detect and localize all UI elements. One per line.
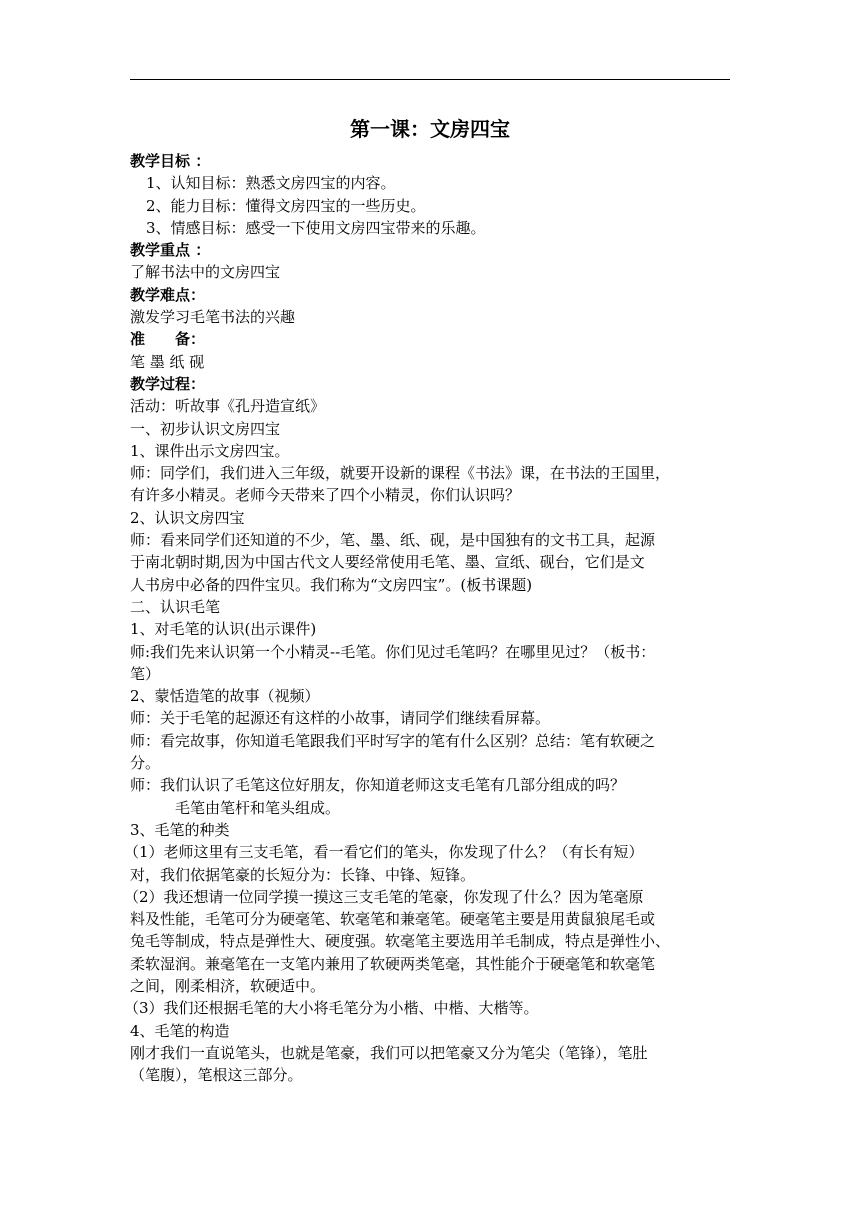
page-title: 第一课：文房四宝 [350,117,510,141]
section-heading: 教学重点 ： [130,241,211,260]
body-text-line: 了解书法中的文房四宝 [130,263,281,282]
body-text-line: 人书房中必备的四件宝贝。我们称为“文房四宝”。(板书课题) [130,575,533,594]
body-text-line: 柔软湿润。兼毫笔在一支笔内兼用了软硬两类笔毫，其性能介于硬毫笔和软毫笔 [130,954,656,973]
header-rule [130,79,730,80]
body-text-line: 师：我们认识了毛笔这位好朋友，你知道老师这支毛笔有几部分组成的吗？ [130,776,626,795]
body-text-line: 一、初步认识文房四宝 [130,419,281,438]
body-text-line: （3）我们还根据毛笔的大小将毛笔分为小楷、中楷、大楷等。 [124,999,539,1018]
body-text-line: 2、能力目标：懂得文房四宝的一些历史。 [146,196,426,215]
body-text-line: 之间，刚柔相济，软硬适中。 [130,976,326,995]
body-text-line: 3、毛笔的种类 [130,820,230,839]
body-text-line: （2）我还想请一位同学摸一摸这三支毛笔的笔豪，你发现了什么？因为笔毫原 [124,887,644,906]
body-text-line: 4、毛笔的构造 [130,1021,230,1040]
section-heading: 准 备： [130,330,206,349]
body-text-line: 于南北朝时期,因为中国古代文人要经常使用毛笔、墨、宣纸、砚台，它们是文 [130,553,645,572]
body-text-line: 活动：听故事《孔丹造宣纸》 [130,397,326,416]
body-text-line: 毛笔由笔杆和笔头组成。 [175,798,341,817]
body-text-line: 笔 墨 纸 砚 [130,352,205,371]
section-heading: 教学目标 ： [130,152,211,170]
body-text-line: 1、认知目标：熟悉文房四宝的内容。 [146,174,396,193]
body-text-line: 师：同学们，我们进入三年级，就要开设新的课程《书法》课，在书法的王国里， [130,464,671,483]
body-text-line: 师：看来同学们还知道的不少，笔、墨、纸、砚，是中国独有的文书工具，起源 [130,531,656,550]
body-text-line: （1）老师这里有三支毛笔，看一看它们的笔头，你发现了什么？（有长有短） [124,843,644,862]
body-text-line: 笔） [130,664,161,683]
document-body [124,150,730,1086]
body-text-line: 3、情感目标：感受一下使用文房四宝带来的乐趣。 [146,218,486,237]
body-text-line: 有许多小精灵。老师今天带来了四个小精灵，你们认识吗？ [130,486,521,505]
body-text-line: 1、课件出示文房四宝。 [130,441,290,460]
section-heading: 教学过程： [130,374,206,393]
body-text-line: 1、对毛笔的认识(出示课件) [130,620,317,639]
body-text-line: 激发学习毛笔书法的兴趣 [130,308,296,327]
body-text-line: 刚才我们一直说笔头，也就是笔豪，我们可以把笔豪又分为笔尖（笔锋），笔肚 [130,1043,648,1062]
body-text-line: 兔毛等制成，特点是弹性大、硬度强。软毫笔主要选用羊毛制成，特点是弹性小、 [130,932,671,951]
body-text-line: 2、认识文房四宝 [130,508,245,527]
body-text-line: 师：看完故事，你知道毛笔跟我们平时写字的笔有什么区别？总结：笔有软硬之 [130,731,656,750]
body-text-line: （笔腹），笔根这三部分。 [130,1066,303,1085]
section-heading: 教学难点： [130,285,206,304]
body-text-line: 分。 [130,754,161,773]
body-text-line: 二、认识毛笔 [130,597,221,616]
body-text-line: 对，我们依据笔豪的长短分为：长锋、中锋、短锋。 [130,865,476,884]
body-text-line: 料及性能，毛笔可分为硬毫笔、软毫笔和兼毫笔。硬毫笔主要是用黄鼠狼尾毛或 [130,910,656,929]
body-text-line: 师：关于毛笔的起源还有这样的小故事，请同学们继续看屏幕。 [130,709,551,728]
body-text-line: 师:我们先来认识第一个小精灵--毛笔。你们见过毛笔吗？在哪里见过？（板书： [130,642,656,661]
body-text-line: 2、蒙恬造笔的故事（视频） [130,687,320,706]
